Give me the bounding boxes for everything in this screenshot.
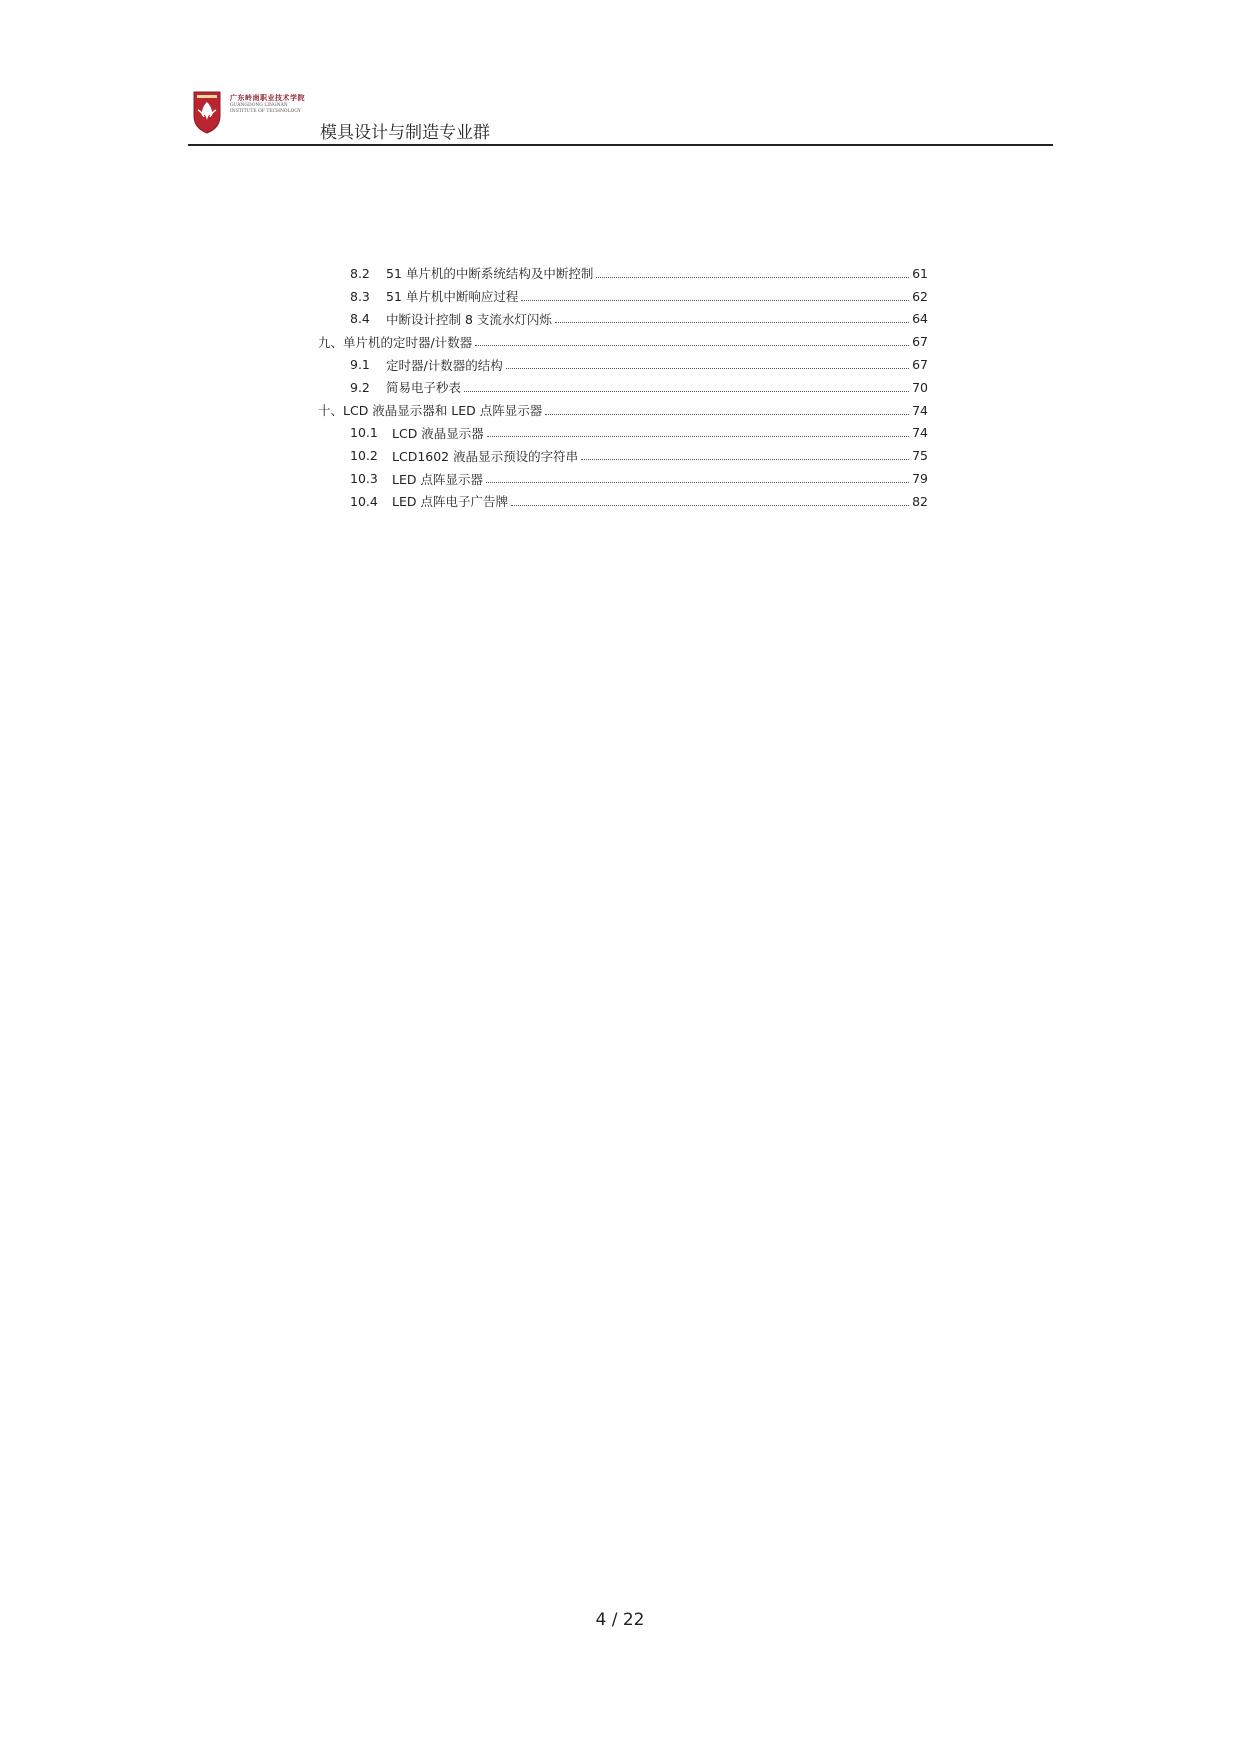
toc-entry-title: 十、LCD 液晶显示器和 LED 点阵显示器 bbox=[318, 403, 543, 419]
toc-entry-number: 10.3 bbox=[350, 471, 378, 487]
toc-entry-page: 62 bbox=[912, 288, 928, 304]
toc-dot-leader bbox=[545, 414, 909, 415]
toc-entry[interactable] bbox=[318, 376, 928, 399]
toc-entry[interactable] bbox=[318, 399, 928, 422]
toc-dot-leader bbox=[581, 459, 909, 460]
toc-entry-page: 64 bbox=[912, 311, 928, 327]
group-title: 模具设计与制造专业群 bbox=[320, 123, 490, 143]
toc-entry-number: 10.1 bbox=[350, 425, 378, 441]
toc-entry[interactable] bbox=[318, 444, 928, 467]
toc-entry-page: 74 bbox=[912, 425, 928, 441]
toc-dot-leader bbox=[464, 391, 909, 392]
toc-entry-number: 9.1 bbox=[350, 357, 370, 373]
toc-entry[interactable] bbox=[318, 262, 928, 285]
toc-dot-leader bbox=[521, 300, 909, 301]
toc-entry[interactable] bbox=[318, 308, 928, 331]
toc-dot-leader bbox=[555, 322, 909, 323]
toc-entry-title: 中断设计控制 8 支流水灯闪烁 bbox=[386, 311, 552, 327]
toc-entry-number: 8.4 bbox=[350, 311, 370, 327]
toc-entry-page: 79 bbox=[912, 471, 928, 487]
institution-name-cn: 广东岭南职业技术学院 bbox=[230, 94, 305, 102]
toc-entry[interactable] bbox=[318, 490, 928, 513]
toc-entry-page: 75 bbox=[912, 448, 928, 464]
institution-name-en-1: GUANGDONG LINGNAN bbox=[230, 103, 288, 108]
toc-entry-page: 70 bbox=[912, 379, 928, 395]
toc-entry[interactable] bbox=[318, 285, 928, 308]
toc-entry-title: 九、单片机的定时器/计数器 bbox=[318, 334, 473, 350]
toc-dot-leader bbox=[475, 345, 909, 346]
table-of-contents bbox=[318, 262, 928, 513]
toc-entry-number: 9.2 bbox=[350, 379, 370, 395]
toc-entry-title: 51 单片机的中断系统结构及中断控制 bbox=[386, 266, 594, 282]
toc-entry[interactable] bbox=[318, 467, 928, 490]
page-header bbox=[188, 88, 1053, 146]
header-divider bbox=[188, 144, 1053, 146]
toc-entry-title: LED 点阵电子广告牌 bbox=[392, 494, 508, 510]
toc-entry[interactable] bbox=[318, 422, 928, 445]
toc-entry-title: LED 点阵显示器 bbox=[392, 471, 483, 487]
toc-entry-page: 67 bbox=[912, 357, 928, 373]
toc-dot-leader bbox=[506, 368, 909, 369]
toc-entry-title: LCD1602 液晶显示预设的字符串 bbox=[392, 448, 579, 464]
toc-entry-number: 10.2 bbox=[350, 448, 378, 464]
toc-dot-leader bbox=[596, 277, 909, 278]
toc-entry-page: 82 bbox=[912, 493, 928, 509]
toc-entry-title: 51 单片机中断响应过程 bbox=[386, 289, 519, 305]
toc-entry-page: 61 bbox=[912, 265, 928, 281]
toc-entry-title: LCD 液晶显示器 bbox=[392, 425, 484, 441]
toc-dot-leader bbox=[487, 436, 909, 437]
toc-entry-title: 定时器/计数器的结构 bbox=[386, 357, 503, 373]
toc-dot-leader bbox=[486, 482, 909, 483]
toc-entry[interactable] bbox=[318, 330, 928, 353]
toc-entry-title: 简易电子秒表 bbox=[386, 380, 462, 396]
institution-name bbox=[230, 93, 305, 115]
toc-dot-leader bbox=[511, 505, 909, 506]
institution-name-en-2: INSTITUTE OF TECHNOLOGY bbox=[230, 109, 301, 114]
toc-entry-page: 74 bbox=[912, 402, 928, 418]
toc-entry-number: 10.4 bbox=[350, 493, 378, 509]
institution-logo-icon bbox=[192, 90, 222, 134]
toc-entry-number: 8.3 bbox=[350, 288, 370, 304]
page-number: 4 / 22 bbox=[595, 1610, 645, 1630]
toc-entry-page: 67 bbox=[912, 334, 928, 350]
toc-entry-number: 8.2 bbox=[350, 265, 370, 281]
toc-entry[interactable] bbox=[318, 353, 928, 376]
